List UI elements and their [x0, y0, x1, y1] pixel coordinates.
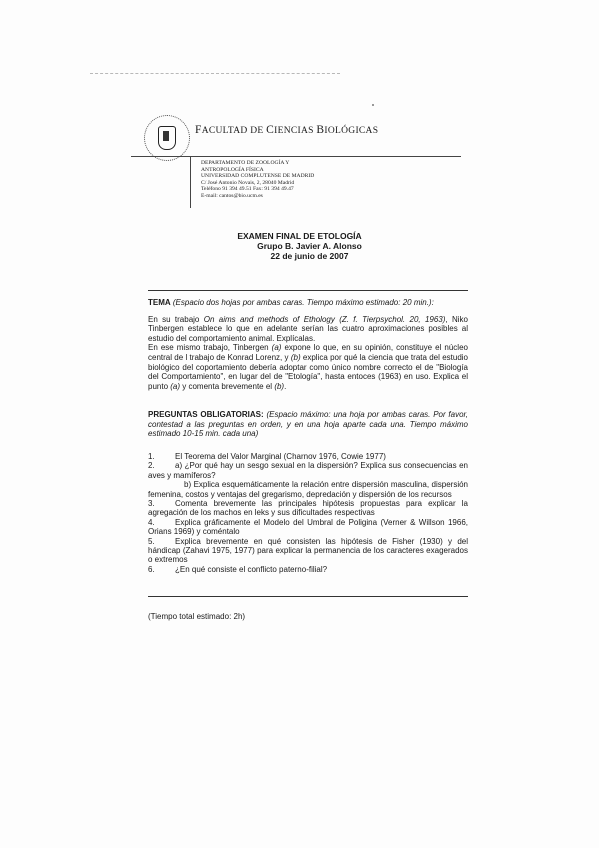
- dept-line: C/ José Antonio Novais, 2, 28040 Madrid: [201, 179, 295, 186]
- dept-line: Teléfono 91 394 49.51 Fax: 91 394 49.47: [201, 186, 294, 193]
- faculty-name: FACULTAD DE CIENCIAS BIOLÓGICAS: [195, 124, 379, 136]
- exam-header: [0, 231, 599, 261]
- preguntas-instructions: (Espacio máximo: una hoja por ambas caras. Por favor, contestad a las preguntas en orden, y en una hoja aparte cada una. Tiempo máximo estimado 10-15 min. cada una): [148, 410, 468, 439]
- dept-line: UNIVERSIDAD COMPLUTENSE DE MADRID: [201, 173, 315, 180]
- list-item: 6. ¿En qué consiste el conflicto paterno-filial?: [148, 564, 328, 574]
- university-seal-icon: [144, 115, 190, 161]
- list-item: 2. a) ¿Por qué hay un sesgo sexual en la dispersión? Explica sus consecuencias en aves y mamíferos?: [148, 461, 468, 480]
- scan-dot: [372, 104, 374, 106]
- footer-rule: [148, 596, 468, 597]
- list-item: 5. Explica brevemente en qué consisten las hipótesis de Fisher (1930) y del hándicap (Zahavi 1975, 1977) para explicar la permanencia de los caracteres exagerados o extremos: [148, 536, 468, 565]
- dept-line: ANTROPOLOGÍA FÍSICA: [201, 166, 264, 173]
- question-list: [148, 452, 468, 574]
- preguntas-header: [148, 410, 468, 439]
- letterhead-vertical-rule: [190, 156, 191, 208]
- scan-artifact: [90, 73, 340, 76]
- tema-paragraph-2: En ese mismo trabajo, Tinbergen (a) expone lo que, en su opinión, constituye el núcleo central de l trabajo de Konrad Lorenz, y (b) explica por qué la ciencia que trata del estudio biológico del coportamiento debería adoptar como único nombre correcto el de "Biología del Comportamiento", en lugar del de "Etología", hasta entoces (1963) en uso. Explica el punto (a) y comenta brevemente el (b).: [148, 343, 468, 391]
- list-item: 4. Explica gráficamente el Modelo del Umbral de Poligina (Verner & Willson 1966, Orians 1969) y coméntalo: [148, 517, 468, 537]
- tema-section: [148, 298, 468, 391]
- tema-instructions: (Espacio dos hojas por ambas caras. Tiempo máximo estimado: 20 min.):: [170, 298, 434, 307]
- tema-label: TEMA: [148, 298, 171, 307]
- exam-group: Grupo B. Javier A. Alonso: [257, 241, 362, 251]
- list-item: b) Explica esquemáticamente la relación entre dispersión masculina, dispersión femenina, costos y ventajas del gregarismo, depredación y dispersión de los recursos: [148, 480, 468, 499]
- dept-line: DEPARTAMENTO DE ZOOLOGÍA Y: [201, 160, 290, 166]
- dept-line: E-mail: cantos@bio.ucm.es: [201, 192, 263, 199]
- tema-paragraph-1: En su trabajo On aims and methods of Ethology (Z. f. Tierpsychol. 20, 1963), Niko Tinbergen establece lo que en adelante serían las cuatro aproximaciones posibles al estudio del comportamiento animal. Explícalas.: [148, 314, 468, 343]
- preguntas-label: PREGUNTAS OBLIGATORIAS:: [148, 410, 264, 419]
- exam-date: 22 de junio de 2007: [270, 251, 349, 261]
- exam-title: EXAMEN FINAL DE ETOLOGÍA: [237, 231, 362, 241]
- section-rule: [148, 290, 468, 291]
- list-item: 1. El Teorema del Valor Marginal (Charnov 1976, Cowie 1977): [148, 452, 386, 461]
- letterhead-rule: [131, 156, 461, 157]
- total-time-note: (Tiempo total estimado: 2h): [148, 612, 246, 621]
- list-item: 3. Comenta brevemente las principales hipótesis propuestas para explicar la agregación de los machos en leks y sus dificultades respectivas: [148, 499, 468, 518]
- department-block: [201, 160, 314, 200]
